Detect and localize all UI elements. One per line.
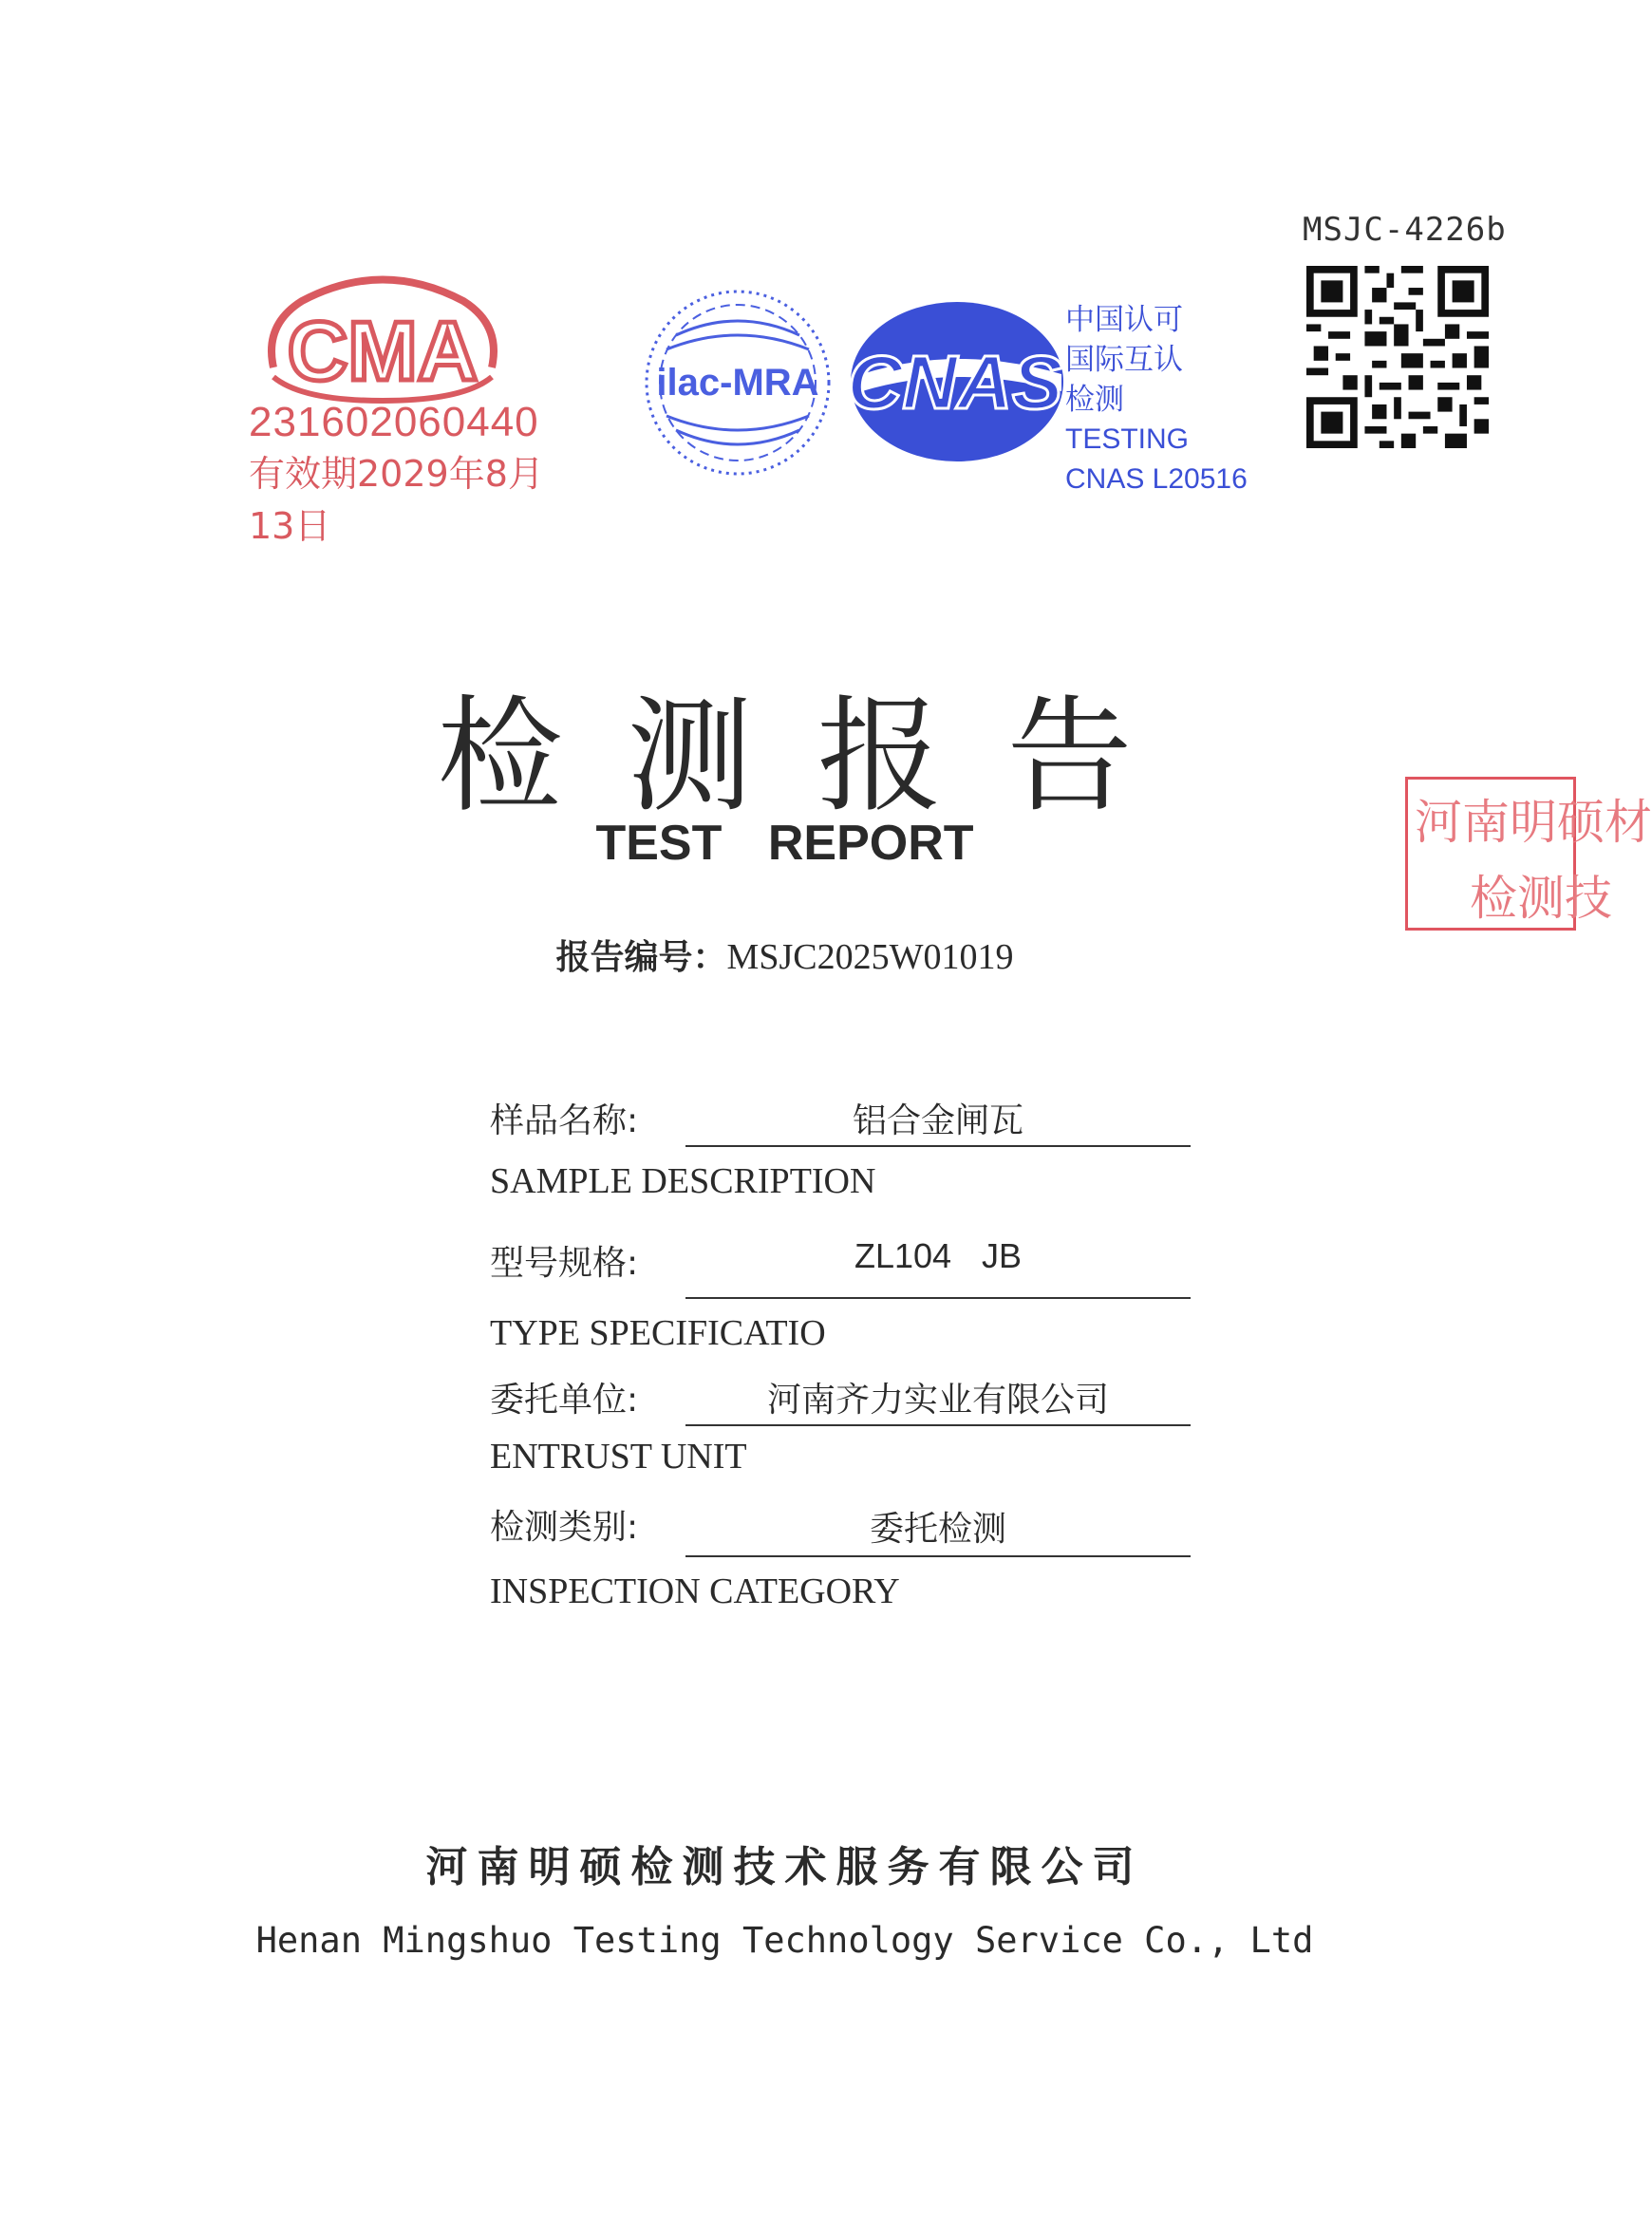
title-english: TEST REPORT xyxy=(595,816,974,871)
entrust-unit-label: 委托单位: xyxy=(490,1381,639,1420)
inspection-category-underline xyxy=(685,1555,1191,1557)
side-stamp-line-1: 河南明硕材 xyxy=(1415,795,1652,850)
type-spec-label: 型号规格: xyxy=(490,1244,639,1283)
report-number xyxy=(0,931,1569,979)
sample-name-underline xyxy=(685,1145,1191,1147)
cnas-accreditation-text xyxy=(1065,300,1248,499)
type-spec-value: ZL104 JB xyxy=(854,1236,1023,1275)
entrust-unit-value: 河南齐力实业有限公司 xyxy=(766,1381,1109,1420)
inspection-category-value: 委托检测 xyxy=(869,1510,1006,1549)
cnas-line-1: 中国认可 xyxy=(1065,303,1183,337)
qr-code xyxy=(1306,266,1489,448)
sample-description-label: SAMPLE DESCRIPTION xyxy=(490,1161,876,1201)
cnas-line-3: 检测 xyxy=(1065,383,1124,417)
type-spec-underline xyxy=(685,1297,1191,1299)
cnas-line-5: CNAS L20516 xyxy=(1065,463,1248,495)
entrust-unit-label-en: ENTRUST UNIT xyxy=(490,1437,747,1477)
sample-name-label: 样品名称: xyxy=(490,1101,639,1140)
company-name-chinese: 河南明硕检测技术服务有限公司 xyxy=(425,1843,1144,1891)
cnas-logo xyxy=(843,296,1071,467)
inspection-category-label: 检测类别: xyxy=(490,1508,639,1547)
sample-name-value: 铝合金闸瓦 xyxy=(852,1101,1023,1140)
title-chinese: 检测报告 xyxy=(437,684,1197,830)
company-name-english: Henan Mingshuo Testing Technology Service Co., Ltd xyxy=(255,1920,1314,1961)
side-stamp-line-2: 检测技 xyxy=(1470,871,1612,926)
inspection-category-label-en: INSPECTION CATEGORY xyxy=(490,1571,900,1611)
cma-validity: 有效期2029年8月13日 xyxy=(249,453,544,547)
cnas-line-4: TESTING xyxy=(1065,423,1190,455)
cnas-logo-text: CNAS xyxy=(847,340,1063,424)
ilac-mra-seal xyxy=(638,283,837,482)
report-number-label: 报告编号： xyxy=(555,938,727,977)
type-specification-label: TYPE SPECIFICATIO xyxy=(490,1313,826,1353)
cnas-line-2: 国际互认 xyxy=(1065,343,1183,377)
entrust-unit-underline xyxy=(685,1424,1191,1426)
cma-number: 231602060440 xyxy=(249,399,539,445)
form-code: MSJC-4226b xyxy=(1303,211,1507,249)
report-number-value: MSJC2025W01019 xyxy=(726,937,1014,977)
ilac-text: ilac-MRA xyxy=(656,362,819,404)
cma-logo-text: CMA xyxy=(287,304,479,398)
